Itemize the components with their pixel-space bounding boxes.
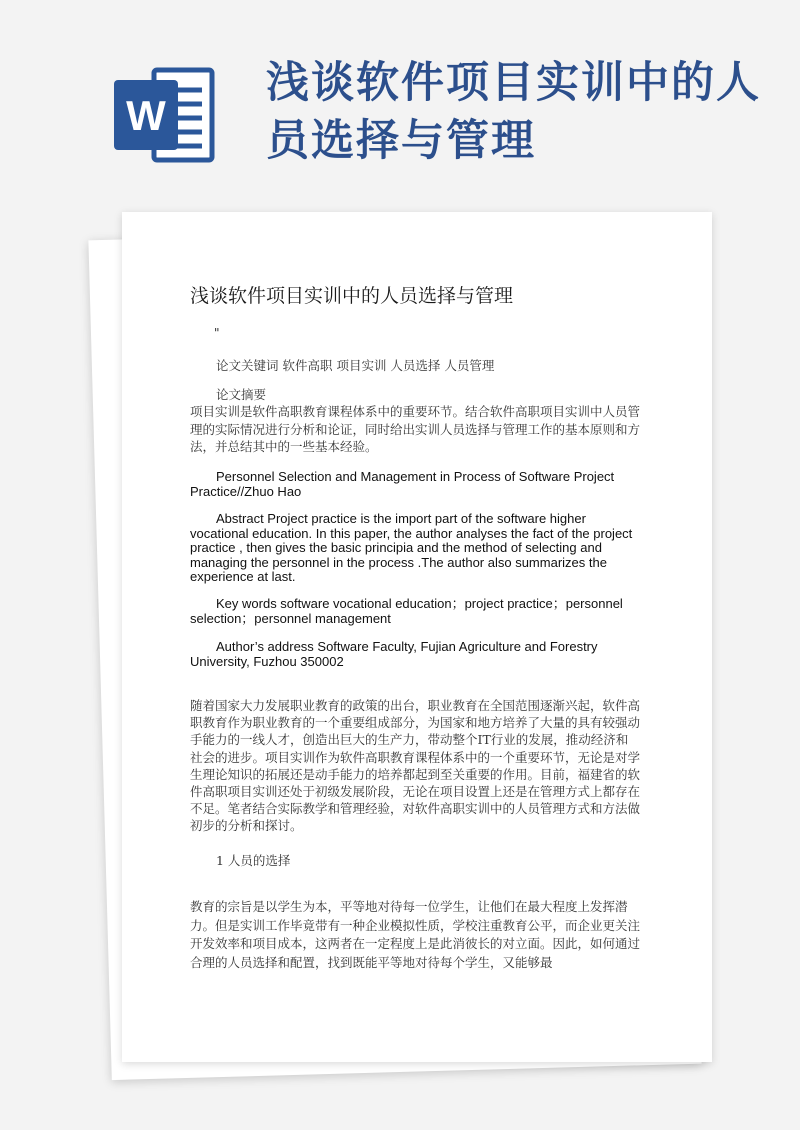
word-icon-letter: W	[126, 92, 166, 139]
body-paragraph-intro: 随着国家大力发展职业教育的政策的出台，职业教育在全国范围逐渐兴起，软件高职教育作为职业教育的一个重要组成部分，为国家和地方培养了大量的具有较强动手能力的一线人才，创造出巨大的生产力，带动整个IT行业的发展，推动经济和社会的进步。项目实训作为软件高职教育课程体系中的一个重要环节，无论是对学生理论知识的拓展还是动手能力的培养都起到至关重要的作用。目前，福建省的软件高职项目实训还处于初级发展阶段，无论在项目设置上还是在管理方式上都存在不足。笔者结合实际教学和管理经验，对软件高职实训中的人员管理方式和方法做初步的分析和探讨。	[190, 698, 641, 834]
abstract-label: 论文摘要	[216, 387, 267, 402]
english-abstract: Abstract Project practice is the import part of the software higher vocational education. In this paper, the author analyses the fact of the project practice , then gives the basic principia and the method of selecting and managing the personnel in the process .The author also summarizes the experience at last.	[190, 511, 633, 584]
word-document-icon	[110, 60, 220, 170]
document-title: 浅谈软件项目实训中的人员选择与管理	[190, 285, 514, 307]
keywords-chinese: 论文关键词 软件高职 项目实训 人员选择 人员管理	[216, 358, 495, 373]
english-address: Author’s address Software Faculty, Fujian Agriculture and Forestry University, Fuzhou 350002	[190, 639, 598, 669]
english-title: Personnel Selection and Management in Process of Software Project Practice//Zhuo Hao	[190, 469, 615, 499]
quote-mark: "	[214, 326, 220, 340]
english-keywords: Key words software vocational education；project practice；personnel selection；personnel management	[190, 596, 623, 626]
body-paragraph-1: 教育的宗旨是以学生为本，平等地对待每一位学生，让他们在最大程度上发挥潜力。但是实训工作毕竟带有一种企业模拟性质，学校注重教育公平，而企业更关注开发效率和项目成本，这两者在一定程度上是此消彼长的对立面。因此，如何通过合理的人员选择和配置，找到既能平等地对待每个学生，又能够最	[190, 899, 641, 970]
abstract-chinese: 项目实训是软件高职教育课程体系中的重要环节。结合软件高职项目实训中人员管理的实际情况进行分析和论证，同时给出实训人员选择与管理工作的基本原则和方法，并总结其中的一些基本经验。	[190, 404, 641, 454]
section-heading-1: 1 人员的选择	[216, 853, 291, 868]
page-headline: 浅谈软件项目实训中的人员选择与管理	[266, 58, 761, 166]
